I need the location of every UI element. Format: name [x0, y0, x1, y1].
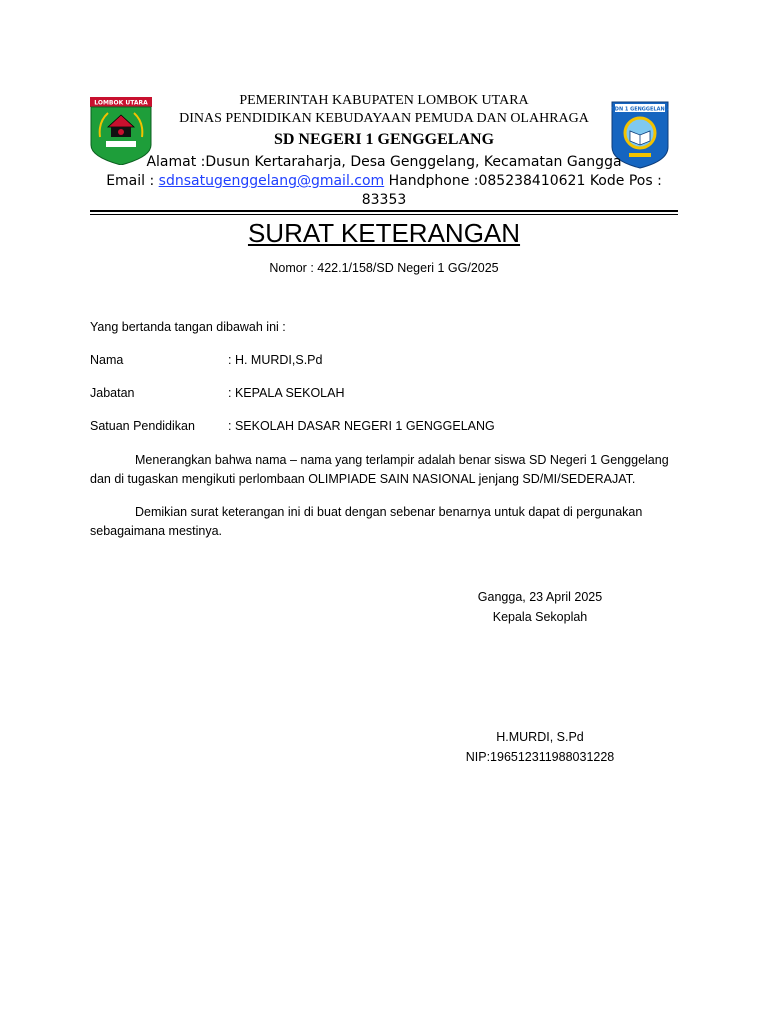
signature-place-date: Gangga, 23 April 2025: [477, 590, 603, 604]
paragraph-closing: [90, 503, 680, 541]
header-government-line: PEMERINTAH KABUPATEN LOMBOK UTARA: [239, 93, 529, 108]
header-department-line: DINAS PENDIDIKAN KEBUDAYAAN PEMUDA DAN OLAHRAGA: [179, 111, 589, 126]
field-label-jabatan: Jabatan: [90, 386, 135, 400]
paragraph-statement: [90, 451, 680, 489]
phone-postal-text: Handphone :085238410621 Kode Pos :: [384, 173, 662, 189]
email-label: Email :: [106, 173, 159, 189]
letter-number: Nomor : 422.1/158/SD Negeri 1 GG/2025: [269, 261, 499, 275]
signature-name: H.MURDI, S.Pd: [496, 730, 584, 744]
signature-position: Kepala Sekoplah: [492, 610, 588, 624]
field-value-nama: : H. MURDI,S.Pd: [228, 353, 323, 367]
letterhead-divider-thick: [90, 210, 678, 212]
letterhead-divider-thin: [90, 214, 678, 215]
letter-title: SURAT KETERANGAN: [247, 218, 521, 248]
header-address: Alamat :Dusun Kertaraharja, Desa Genggelang, Kecamatan Gangga: [146, 154, 622, 170]
right-logo-label: SDN 1 GENGGELANG: [611, 106, 669, 113]
paragraph-statement-text: Menerangkan bahwa nama – nama yang terlampir adalah benar siswa SD Negeri 1 Genggelang dan di tugaskan mengikuti perlombaan OLIMPIADE SAIN NASIONAL jenjang SD/MI/SEDERAJAT.: [90, 453, 669, 486]
intro-text: Yang bertanda tangan dibawah ini :: [90, 320, 286, 334]
header-school-name: SD NEGERI 1 GENGGELANG: [273, 131, 495, 148]
left-logo-label: LOMBOK UTARA: [94, 99, 148, 107]
field-value-jabatan: : KEPALA SEKOLAH: [228, 386, 345, 400]
field-label-satuan: Satuan Pendidikan: [90, 419, 195, 433]
email-link[interactable]: sdnsatugenggelang@gmail.com: [158, 173, 385, 189]
header-contact-line: [80, 173, 688, 189]
signature-nip: NIP:196512311988031228: [465, 750, 615, 764]
field-value-satuan: : SEKOLAH DASAR NEGERI 1 GENGGELANG: [228, 419, 495, 433]
paragraph-closing-text: Demikian surat keterangan ini di buat dengan sebenar benarnya untuk dapat di pergunakan sebagaimana mestinya.: [90, 505, 643, 538]
header-postal-code: 83353: [361, 192, 407, 208]
field-label-nama: Nama: [90, 353, 124, 367]
